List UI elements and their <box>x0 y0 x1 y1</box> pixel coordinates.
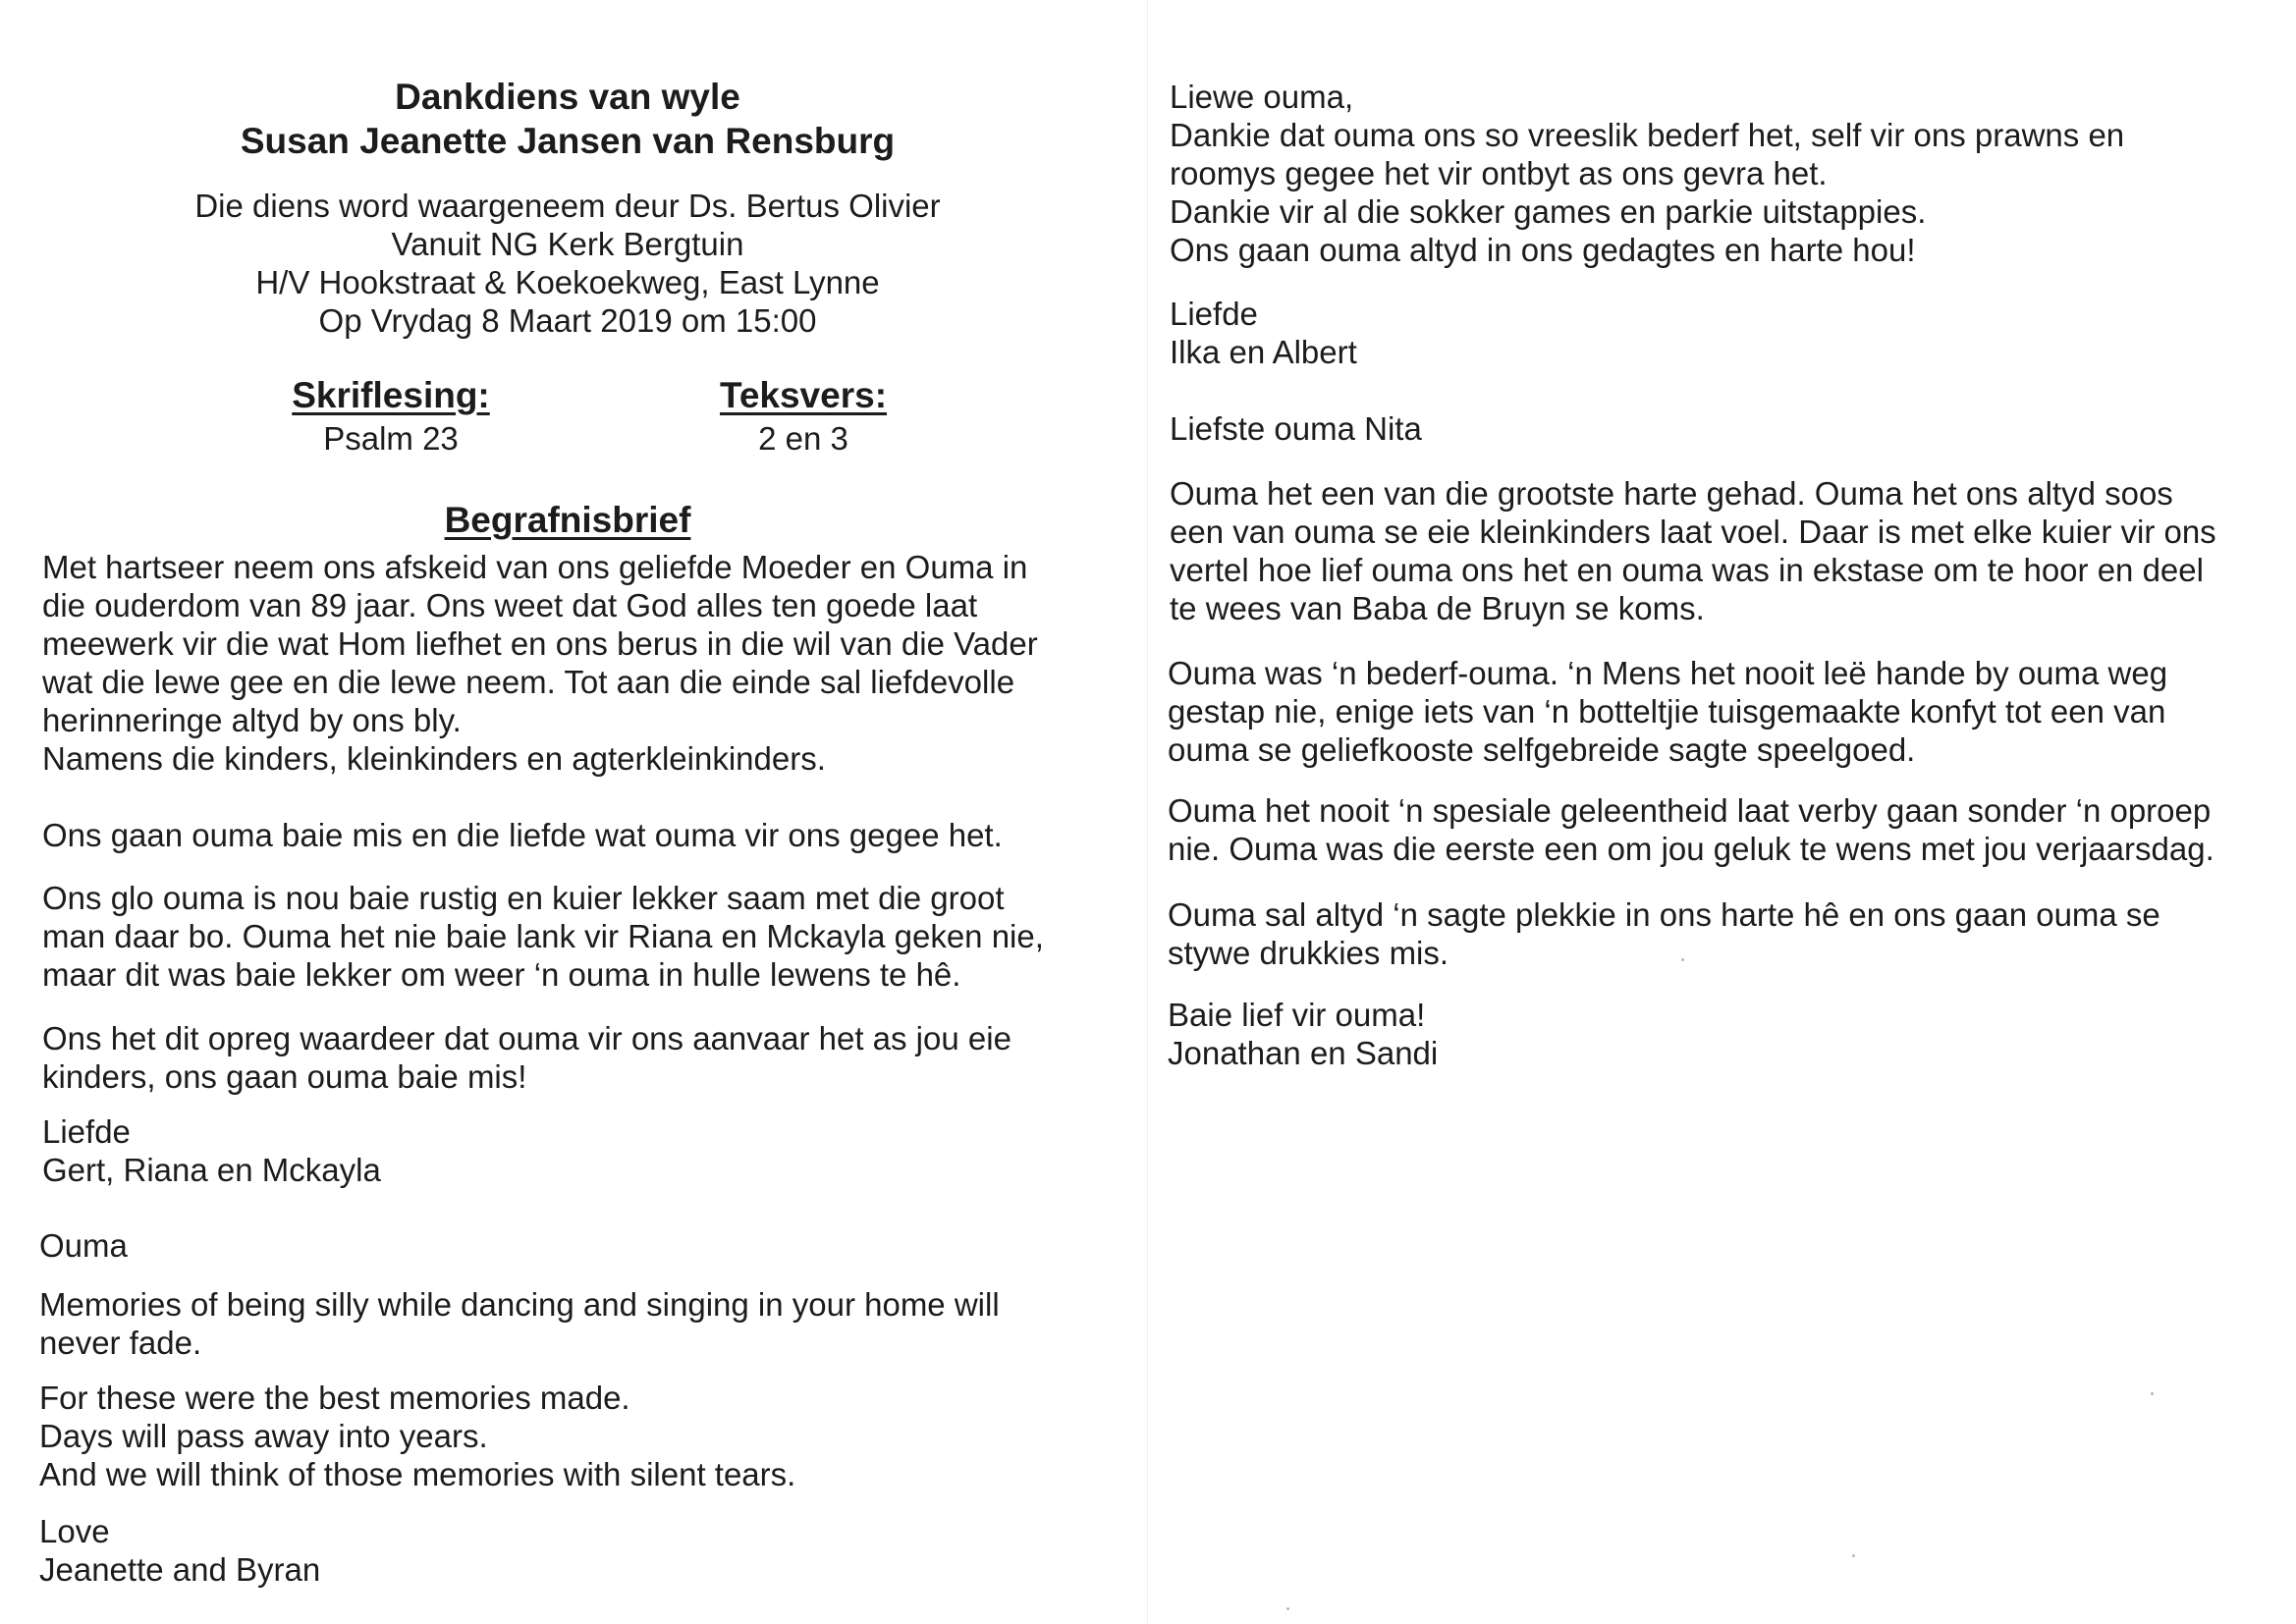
text-line: kinders, ons gaan ouma baie mis! <box>42 1058 527 1095</box>
text-line: For these were the best memories made. <box>39 1380 630 1416</box>
page-fold <box>1147 0 1148 1624</box>
sign-off: Baie lief vir ouma! <box>1168 997 1426 1033</box>
right-paragraph-5 <box>1168 895 2160 972</box>
text-line: maar dit was baie lekker om weer ‘n ouma in hulle lewens te hê. <box>42 956 961 993</box>
memories-paragraph <box>39 1285 1000 1362</box>
right-signature-2 <box>1168 996 1438 1072</box>
text-line: Ons gaan ouma altyd in ons gedagtes en harte hou! <box>1170 232 1916 268</box>
text-line: Ons het dit opreg waardeer dat ouma vir ons aanvaar het as jou eie <box>42 1020 1011 1056</box>
title-line-1: Dankdiens van wyle <box>395 77 740 117</box>
right-signature-1 <box>1170 295 1357 371</box>
scan-speck <box>1286 1607 1289 1610</box>
text-line: Ons glo ouma is nou baie rustig en kuier lekker saam met die groot <box>42 880 1005 916</box>
text-line: gestap nie, enige iets van ‘n botteltjie tuisgemaakte konfyt tot een van <box>1168 693 2166 730</box>
right-paragraph-2 <box>1170 474 2216 627</box>
letter-paragraph-1 <box>42 548 1038 778</box>
service-line: Die diens word waargeneem deur Ds. Bertus Olivier <box>194 188 941 224</box>
scan-speck <box>1852 1554 1855 1557</box>
scan-speck <box>1681 958 1684 961</box>
signature-block-1 <box>42 1112 381 1189</box>
signatories: Jonathan en Sandi <box>1168 1035 1439 1071</box>
text-line: ouma se geliefkooste selfgebreide sagte speelgoed. <box>1168 731 1916 768</box>
text-verse-label: Teksvers: <box>719 375 888 415</box>
text-line: Namens die kinders, kleinkinders en agterkleinkinders. <box>42 740 826 777</box>
scripture-label: Skriflesing: <box>292 375 490 415</box>
poem-paragraph <box>39 1379 795 1493</box>
signatories: Jeanette and Byran <box>39 1551 321 1588</box>
letter-paragraph-3 <box>42 879 1044 994</box>
text-line: never fade. <box>39 1325 202 1361</box>
text-line: Dankie vir al die sokker games en parkie uitstappies. <box>1170 193 1927 230</box>
text-line: Ouma het nooit ‘n spesiale geleentheid laat verby gaan sonder ‘n oproep <box>1168 792 2212 829</box>
right-paragraph-1 <box>1170 78 2124 269</box>
letter-paragraph-2: Ons gaan ouma baie mis en die liefde wat ouma vir ons gegee het. <box>42 817 1003 853</box>
text-line: roomys gegee het vir ontbyt as ons gevra het. <box>1170 155 1828 191</box>
sign-off: Liefde <box>42 1113 131 1150</box>
sign-off: Liefde <box>1170 296 1258 332</box>
text-line: Days will pass away into years. <box>39 1418 488 1454</box>
text-line: stywe drukkies mis. <box>1168 935 1449 971</box>
text-line: herinneringe altyd by ons bly. <box>42 702 462 738</box>
scan-speck <box>2151 1392 2154 1395</box>
title-line-2: Susan Jeanette Jansen van Rensburg <box>240 121 896 161</box>
text-line: te wees van Baba de Bruyn se koms. <box>1170 590 1705 626</box>
text-line: Liewe ouma, <box>1170 79 1354 115</box>
text-line: Memories of being silly while dancing and singing in your home will <box>39 1286 1000 1323</box>
letter-paragraph-4 <box>42 1019 1011 1096</box>
service-line: Op Vrydag 8 Maart 2019 om 15:00 <box>318 302 817 339</box>
greeting-ouma-nita: Liefste ouma Nita <box>1170 410 1422 447</box>
text-line: And we will think of those memories with silent tears. <box>39 1456 796 1492</box>
text-line: wat die lewe gee en die lewe neem. Tot aan die einde sal liefdevolle <box>42 664 1015 700</box>
text-line: Ouma was ‘n bederf-ouma. ‘n Mens het nooit leë hande by ouma weg <box>1168 655 2168 691</box>
text-line: nie. Ouma was die eerste een om jou geluk te wens met jou verjaarsdag. <box>1168 831 2214 867</box>
greeting-ouma: Ouma <box>39 1227 128 1264</box>
signatories: Ilka en Albert <box>1170 334 1357 370</box>
signature-block-2 <box>39 1512 320 1589</box>
letter-heading: Begrafnisbrief <box>444 500 691 540</box>
text-line: Ouma sal altyd ‘n sagte plekkie in ons harte hê en ons gaan ouma se <box>1168 896 2160 933</box>
right-paragraph-3 <box>1168 654 2167 769</box>
text-line: een van ouma se eie kleinkinders laat voel. Daar is met elke kuier vir ons <box>1170 514 2216 550</box>
text-line: Ouma het een van die grootste harte gehad. Ouma het ons altyd soos <box>1170 475 2173 512</box>
text-verse-value: 2 en 3 <box>758 420 848 457</box>
signatories: Gert, Riana en Mckayla <box>42 1152 381 1188</box>
text-line: die ouderdom van 89 jaar. Ons weet dat God alles ten goede laat <box>42 587 978 623</box>
service-line: Vanuit NG Kerk Bergtuin <box>391 226 744 262</box>
text-line: vertel hoe lief ouma ons het en ouma was in ekstase om te hoor en deel <box>1170 552 2204 588</box>
text-line: meewerk vir die wat Hom liefhet en ons berus in die wil van die Vader <box>42 625 1038 662</box>
right-paragraph-4 <box>1168 791 2214 868</box>
service-line: H/V Hookstraat & Koekoekweg, East Lynne <box>255 264 880 300</box>
text-line: man daar bo. Ouma het nie baie lank vir Riana en Mckayla geken nie, <box>42 918 1044 954</box>
text-line: Met hartseer neem ons afskeid van ons geliefde Moeder en Ouma in <box>42 549 1028 585</box>
text-line: Dankie dat ouma ons so vreeslik bederf het, self vir ons prawns en <box>1170 117 2125 153</box>
sign-off: Love <box>39 1513 110 1549</box>
scripture-value: Psalm 23 <box>323 420 459 457</box>
